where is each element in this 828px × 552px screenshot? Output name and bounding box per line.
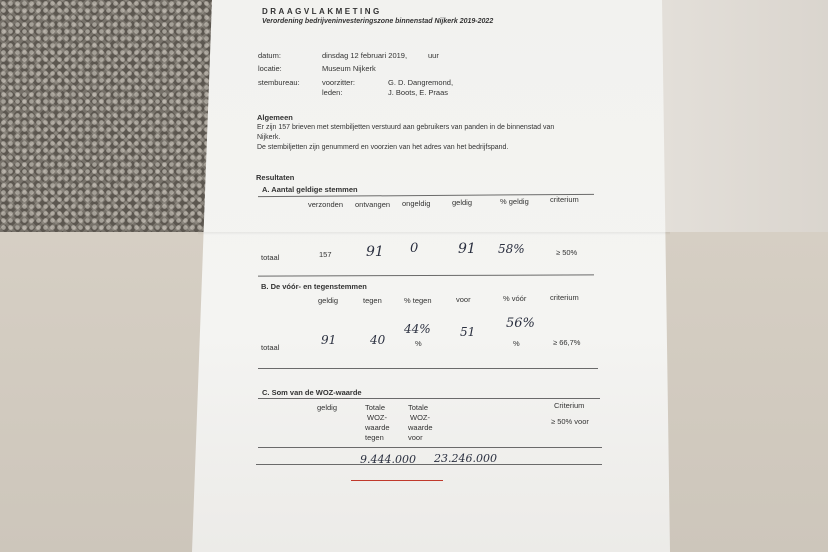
voorzitter-label: voorzitter: (322, 78, 355, 87)
c-criterium-label: Criterium (554, 401, 585, 410)
b-pct-voor-symbol: % (513, 339, 520, 348)
c-woz-tegen-handwritten: 9.444.000 (360, 453, 416, 466)
uur-label: uur (428, 51, 439, 60)
b-pct-voor-handwritten: 56% (506, 316, 535, 331)
stembureau-label: stembureau: (258, 78, 300, 87)
b-row-label: totaal (261, 343, 280, 352)
a-header-ontvangen: ontvangen (355, 200, 391, 209)
b-header-voor: voor (456, 295, 471, 304)
b-header-tegen: tegen (363, 296, 382, 305)
wall-background (650, 0, 828, 232)
leden-label: leden: (322, 88, 343, 97)
algemeen-line-3: De stembiljetten zijn genummerd en voorzien van het adres van het bedrijfspand. (257, 144, 509, 151)
a-ongeldig-handwritten: 0 (410, 241, 419, 256)
section-b-heading: B. De vóór- en tegenstemmen (261, 282, 367, 291)
document-subtitle: Verordening bedrijveninvesteringszone binnenstad Nijkerk 2019-2022 (262, 18, 494, 25)
b-tegen-handwritten: 40 (370, 333, 386, 347)
lace-tablecloth (0, 0, 214, 232)
a-header-criterium: criterium (550, 195, 579, 204)
algemeen-heading: Algemeen (257, 113, 293, 122)
algemeen-line-1: Er zijn 157 brieven met stembiljetten verstuurd aan gebruikers van panden in de binnenstad van (257, 124, 555, 131)
b-voor-handwritten: 51 (460, 325, 476, 339)
datum-value: dinsdag 12 februari 2019, (322, 51, 408, 60)
datum-label: datum: (258, 51, 281, 60)
document-title: DRAAGVLAKMETING (262, 7, 382, 16)
section-a-heading: A. Aantal geldige stemmen (262, 185, 358, 194)
b-header-pct-tegen: % tegen (404, 296, 432, 305)
c-criterium-value: ≥ 50% voor (551, 417, 589, 426)
a-header-pct-geldig: % geldig (500, 197, 529, 206)
paper-fold (198, 232, 670, 235)
a-header-ongeldig: ongeldig (402, 199, 431, 208)
c-woz-voor-handwritten: 23.246.000 (434, 452, 497, 465)
c-header-geldig: geldig (317, 403, 338, 412)
a-header-verzonden: verzonden (308, 200, 344, 209)
b-header-criterium: criterium (550, 293, 579, 302)
section-b-bottom-rule (258, 368, 598, 369)
b-geldig-handwritten: 91 (321, 333, 337, 347)
b-pct-tegen-symbol: % (415, 339, 422, 348)
leden-value: J. Boots, E. Praas (388, 88, 449, 97)
resultaten-heading: Resultaten (256, 173, 295, 182)
b-header-pct-voor: % vóór (503, 294, 527, 303)
a-geldig-handwritten: 91 (458, 241, 476, 257)
a-row-label: totaal (261, 253, 280, 262)
section-c-bottom-rule (256, 464, 602, 465)
algemeen-line-2: Nijkerk. (257, 134, 281, 141)
a-verzonden: 157 (319, 250, 332, 259)
red-underline (351, 480, 443, 481)
a-criterium: ≥ 50% (556, 248, 578, 257)
section-c-heading: C. Som van de WOZ-waarde (262, 388, 362, 397)
a-pct-geldig-handwritten: 58% (498, 242, 525, 256)
b-criterium: ≥ 66,7% (553, 338, 581, 347)
section-c-mid-rule (258, 447, 602, 448)
locatie-label: locatie: (258, 64, 282, 73)
voorzitter-value: G. D. Dangremond, (388, 78, 454, 87)
locatie-value: Museum Nijkerk (322, 64, 376, 73)
a-ontvangen-handwritten: 91 (366, 244, 384, 260)
c-header-voor: Totale WOZ- waarde voor (408, 403, 433, 442)
c-header-tegen: Totale WOZ- waarde tegen (365, 403, 390, 442)
b-pct-tegen-handwritten: 44% (404, 322, 431, 336)
a-header-geldig: geldig (452, 198, 473, 207)
section-c-rule (258, 398, 600, 399)
b-header-geldig: geldig (318, 296, 339, 305)
